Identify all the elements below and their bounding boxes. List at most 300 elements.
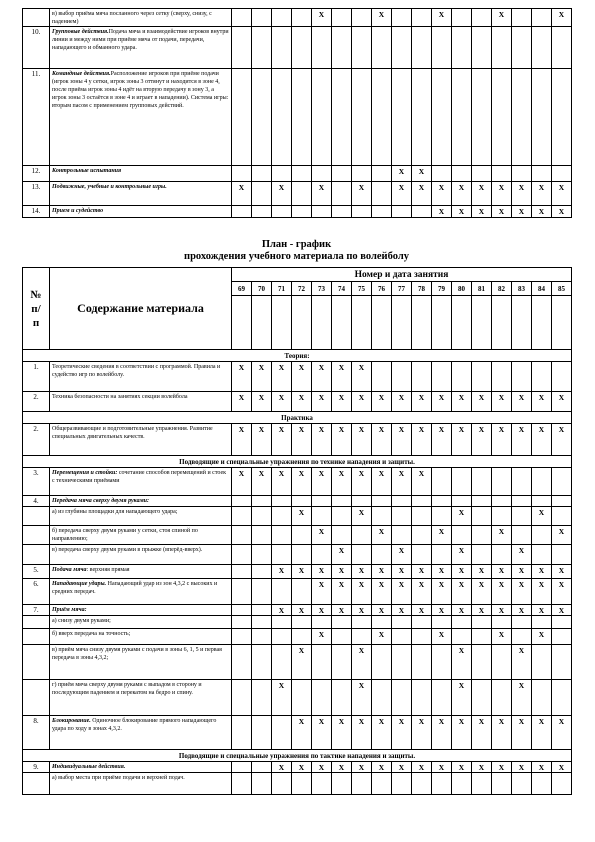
lesson-mark-cell [252,645,272,680]
lesson-mark-cell [292,773,312,795]
lesson-mark-cell: X [332,762,352,773]
lesson-mark-cell [252,605,272,616]
lesson-mark-cell [352,206,372,218]
lesson-mark-cell [252,565,272,579]
lesson-mark-cell: X [332,716,352,750]
lesson-mark-cell: X [392,579,412,605]
lesson-mark-cell: X [452,507,472,526]
lesson-mark-cell: X [412,605,432,616]
lesson-mark-cell: X [492,424,512,456]
lesson-mark-cell [432,166,452,182]
lesson-mark-cell: X [312,182,332,206]
lesson-mark-cell [272,9,292,27]
lesson-mark-cell: X [412,762,432,773]
row-number: 13. [23,182,50,206]
lesson-mark-cell [452,773,472,795]
lesson-date-cell [292,296,312,350]
lesson-number: 73 [312,282,332,296]
lesson-mark-cell [352,69,372,166]
lesson-mark-cell [432,362,452,392]
lesson-mark-cell [372,27,392,69]
column-header-lessons: Номер и дата занятия [232,268,572,282]
lesson-mark-cell: X [432,565,452,579]
table-row [23,526,572,545]
lesson-mark-cell [232,9,252,27]
lesson-date-cell [552,296,572,350]
lesson-mark-cell [552,166,572,182]
lesson-mark-cell: X [452,716,472,750]
lesson-number: 71 [272,282,292,296]
row-number: 4. [23,496,50,507]
lesson-mark-cell [452,166,472,182]
row-description: а) из глубины площадки для нападающего удара; [52,509,178,515]
lesson-mark-cell [232,773,252,795]
lesson-mark-cell [292,9,312,27]
row-number: 11. [23,69,50,166]
table-row [23,206,572,218]
lesson-mark-cell [312,616,332,629]
lesson-mark-cell: X [272,565,292,579]
lesson-mark-cell: X [432,579,452,605]
lesson-mark-cell: X [512,565,532,579]
lesson-mark-cell [532,166,552,182]
lesson-mark-cell: X [432,716,452,750]
row-number [23,526,50,545]
row-number [23,9,50,27]
lesson-mark-cell: X [552,182,572,206]
lesson-mark-cell: X [252,362,272,392]
lesson-mark-cell [512,468,532,496]
lesson-mark-cell [412,496,432,507]
lesson-mark-cell [472,773,492,795]
lesson-number: 84 [532,282,552,296]
lesson-mark-cell: X [512,579,532,605]
lesson-mark-cell [392,206,412,218]
lesson-mark-cell [492,507,512,526]
lesson-mark-cell [472,526,492,545]
lesson-mark-cell [232,206,252,218]
lesson-mark-cell [432,496,452,507]
lesson-mark-cell: X [272,468,292,496]
lesson-mark-cell: X [492,392,512,412]
lesson-mark-cell [272,69,292,166]
top-schedule-table [22,8,572,218]
lesson-mark-cell [292,496,312,507]
lesson-mark-cell: X [452,545,472,565]
lesson-date-cell [512,296,532,350]
lesson-mark-cell [372,362,392,392]
row-heading: Перемещения и стойки: [52,470,118,476]
lesson-mark-cell: X [532,392,552,412]
lesson-mark-cell: X [552,424,572,456]
lesson-mark-cell: X [452,565,472,579]
lesson-mark-cell [352,27,372,69]
row-description: в) приём мяча снизу двумя руками с подачи в зоны 6, 1, 5 и первая передача в зоны 4,3,2; [52,647,222,661]
lesson-mark-cell [412,206,432,218]
lesson-mark-cell [352,629,372,645]
row-description: Расположение игроков при приёме подачи (игрок зоны 4 у сетки, игрок зоны 3 оттянут и находится в зоне 4, после приёма игрок зоны 4 идёт на вторую передачу в зону 3, а игрок зоны 3 остаётся в зоне 4 и играет в нападении). Система игры: вторым пасом с применением групповых действий. [52,71,229,109]
lesson-mark-cell: X [412,565,432,579]
row-content [50,716,232,750]
lesson-mark-cell: X [272,182,292,206]
lesson-number: 83 [512,282,532,296]
lesson-mark-cell [492,27,512,69]
lesson-mark-cell [352,9,372,27]
lesson-mark-cell [532,27,552,69]
lesson-mark-cell: X [372,579,392,605]
lesson-mark-cell [312,545,332,565]
row-heading: Групповые действия. [52,29,109,35]
lesson-mark-cell [392,680,412,716]
lesson-mark-cell [392,526,412,545]
row-description: Теоретические сведения в соответствии с программой. Правила и судейство игр по волейболу. [52,364,221,378]
section-header-row [23,750,572,762]
row-description: б) вверх передача на точность; [52,631,131,637]
lesson-mark-cell: X [352,680,372,716]
lesson-mark-cell [272,645,292,680]
lesson-mark-cell: X [352,579,372,605]
lesson-mark-cell: X [272,424,292,456]
lesson-mark-cell [292,680,312,716]
lesson-mark-cell [492,468,512,496]
row-number: 5. [23,565,50,579]
lesson-mark-cell: X [432,629,452,645]
lesson-date-cell [472,296,492,350]
lesson-mark-cell [392,507,412,526]
lesson-mark-cell: X [472,716,492,750]
lesson-mark-cell [372,645,392,680]
lesson-mark-cell [312,507,332,526]
header-row-1 [23,268,572,282]
lesson-mark-cell [292,182,312,206]
lesson-mark-cell [552,27,572,69]
lesson-mark-cell: X [472,206,492,218]
lesson-mark-cell: X [532,507,552,526]
row-number: 2. [23,392,50,412]
lesson-mark-cell: X [492,716,512,750]
lesson-mark-cell [252,182,272,206]
lesson-mark-cell: X [492,629,512,645]
lesson-mark-cell [252,507,272,526]
lesson-mark-cell: X [512,206,532,218]
lesson-date-cell [432,296,452,350]
lesson-mark-cell: X [292,645,312,680]
lesson-mark-cell [512,616,532,629]
lesson-mark-cell [512,526,532,545]
row-number: 7. [23,605,50,616]
section-title: Подводящие и специальные упражнения по технике нападения и защиты. [23,456,572,468]
lesson-mark-cell [312,69,332,166]
lesson-mark-cell [352,166,372,182]
table-row [23,605,572,616]
row-content [50,27,232,69]
row-number [23,645,50,680]
lesson-mark-cell [292,69,312,166]
lesson-mark-cell: X [372,605,392,616]
lesson-mark-cell: X [552,605,572,616]
lesson-mark-cell: X [272,362,292,392]
row-description: а) выбор места при приёме подачи и верхней подач. [52,775,185,781]
lesson-mark-cell [432,69,452,166]
row-number: 6. [23,579,50,605]
row-content [50,362,232,392]
lesson-mark-cell: X [492,526,512,545]
lesson-mark-cell [332,680,352,716]
lesson-mark-cell: X [432,526,452,545]
lesson-mark-cell [292,545,312,565]
lesson-mark-cell: X [292,468,312,496]
lesson-mark-cell [312,166,332,182]
row-heading: Индивидуальные действия. [52,764,126,770]
lesson-mark-cell: X [552,762,572,773]
lesson-mark-cell: X [552,9,572,27]
lesson-mark-cell [552,680,572,716]
row-content [50,526,232,545]
lesson-mark-cell: X [552,579,572,605]
lesson-mark-cell: X [392,468,412,496]
row-description: Подача мяча и взаимодействие игроков внутри линии и между ними при приёме мяча от подачи, передачи, нападающего и обманного удара. [52,29,229,51]
lesson-mark-cell: X [352,762,372,773]
lesson-mark-cell [492,545,512,565]
row-number: 9. [23,762,50,773]
row-description: в) выбор приёма мяча посланного через сетку (сверху, снизу, с падением) [52,11,212,25]
lesson-mark-cell [472,9,492,27]
lesson-mark-cell: X [452,645,472,680]
lesson-mark-cell: X [392,716,412,750]
lesson-date-cell [412,296,432,350]
lesson-mark-cell: X [312,565,332,579]
top-table-body [23,9,572,218]
lesson-number: 75 [352,282,372,296]
lesson-mark-cell: X [272,605,292,616]
lesson-mark-cell [332,166,352,182]
lesson-mark-cell [292,579,312,605]
row-content [50,605,232,616]
lesson-mark-cell [492,362,512,392]
lesson-mark-cell [232,716,252,750]
lesson-mark-cell: X [312,716,332,750]
lesson-mark-cell [252,716,272,750]
lesson-mark-cell [392,496,412,507]
table-row [23,565,572,579]
lesson-mark-cell: X [292,424,312,456]
lesson-mark-cell [352,545,372,565]
row-description: б) передача сверху двумя руками у сетки, стоя спиной по направлению; [52,528,198,542]
row-content [50,645,232,680]
lesson-number: 69 [232,282,252,296]
lesson-mark-cell: X [252,468,272,496]
lesson-mark-cell: X [352,182,372,206]
row-number: 14. [23,206,50,218]
lesson-mark-cell [332,27,352,69]
lesson-mark-cell [432,507,452,526]
lesson-mark-cell: X [432,9,452,27]
lesson-mark-cell [252,616,272,629]
lesson-mark-cell [332,773,352,795]
lesson-number: 72 [292,282,312,296]
table-row [23,9,572,27]
lesson-mark-cell: X [392,182,412,206]
lesson-mark-cell: X [432,206,452,218]
lesson-mark-cell [392,27,412,69]
lesson-mark-cell: X [312,526,332,545]
row-content [50,616,232,629]
lesson-mark-cell: X [332,362,352,392]
lesson-mark-cell [372,496,392,507]
lesson-mark-cell [252,773,272,795]
lesson-mark-cell: X [492,9,512,27]
lesson-mark-cell [292,629,312,645]
lesson-mark-cell [272,629,292,645]
lesson-mark-cell: X [492,206,512,218]
row-number: 12. [23,166,50,182]
lesson-mark-cell [232,496,252,507]
lesson-mark-cell: X [432,424,452,456]
row-content [50,496,232,507]
row-description: г) приём мяча сверху двумя руками с выпадом в сторону и последующим падением и перекатом на бедро и спину. [52,682,202,696]
lesson-mark-cell [532,468,552,496]
lesson-mark-cell: X [312,629,332,645]
row-content [50,680,232,716]
lesson-mark-cell [472,362,492,392]
lesson-mark-cell [272,716,292,750]
lesson-mark-cell [492,773,512,795]
table-row [23,629,572,645]
lesson-mark-cell: X [472,424,492,456]
lesson-mark-cell [532,545,552,565]
lesson-mark-cell: X [452,182,472,206]
lesson-mark-cell: X [352,424,372,456]
lesson-mark-cell: X [412,166,432,182]
row-heading: Подвижные, учебные и контрольные игры. [52,184,167,190]
row-number [23,773,50,795]
section-header-row [23,412,572,424]
lesson-mark-cell [292,526,312,545]
lesson-mark-cell [252,27,272,69]
lesson-mark-cell [252,629,272,645]
section-header-row [23,456,572,468]
lesson-mark-cell: X [532,206,552,218]
lesson-mark-cell [332,629,352,645]
lesson-mark-cell [432,468,452,496]
lesson-date-cell [332,296,352,350]
lesson-mark-cell [552,496,572,507]
lesson-mark-cell [312,27,332,69]
lesson-mark-cell: X [332,605,352,616]
lesson-mark-cell: X [512,545,532,565]
section-header-row [23,350,572,362]
row-number: 8. [23,716,50,750]
row-content [50,9,232,27]
lesson-mark-cell [552,616,572,629]
lesson-mark-cell: X [532,579,552,605]
lesson-mark-cell: X [252,424,272,456]
lesson-mark-cell: X [492,182,512,206]
lesson-mark-cell [532,773,552,795]
lesson-mark-cell: X [452,605,472,616]
lesson-mark-cell [372,206,392,218]
lesson-mark-cell: X [272,762,292,773]
row-description: : верхняя прямая [86,567,130,573]
row-content [50,773,232,795]
main-schedule-table [22,267,572,795]
column-header-number: № п/ п [23,268,50,350]
table-row [23,182,572,206]
lesson-mark-cell: X [312,424,332,456]
lesson-mark-cell [532,680,552,716]
row-description: сочетание способов перемещений и стоек с техническими приёмами [52,470,227,484]
lesson-mark-cell: X [412,579,432,605]
lesson-mark-cell [552,645,572,680]
lesson-mark-cell [392,773,412,795]
lesson-mark-cell: X [552,206,572,218]
lesson-mark-cell: X [312,362,332,392]
lesson-mark-cell [472,166,492,182]
lesson-mark-cell [452,468,472,496]
lesson-mark-cell [252,69,272,166]
lesson-mark-cell: X [312,9,332,27]
lesson-mark-cell [432,680,452,716]
lesson-mark-cell: X [532,762,552,773]
lesson-mark-cell: X [492,565,512,579]
lesson-mark-cell: X [452,762,472,773]
row-content [50,424,232,456]
lesson-mark-cell [252,526,272,545]
lesson-mark-cell: X [312,579,332,605]
lesson-mark-cell: X [452,579,472,605]
lesson-mark-cell [352,616,372,629]
lesson-mark-cell: X [272,680,292,716]
lesson-mark-cell: X [512,716,532,750]
lesson-mark-cell [552,69,572,166]
lesson-mark-cell: X [372,392,392,412]
lesson-date-cell [272,296,292,350]
row-content [50,762,232,773]
lesson-mark-cell: X [352,392,372,412]
lesson-mark-cell [432,545,452,565]
lesson-mark-cell [292,166,312,182]
lesson-mark-cell [232,545,252,565]
lesson-mark-cell [432,773,452,795]
lesson-mark-cell [412,69,432,166]
lesson-mark-cell [332,616,352,629]
lesson-mark-cell: X [392,762,412,773]
lesson-mark-cell [232,579,252,605]
lesson-date-cell [392,296,412,350]
section-title: Подводящие и специальные упражнения по тактике нападения и защиты. [23,750,572,762]
lesson-mark-cell [272,496,292,507]
row-description: Одиночное блокирование прямого нападающего удара по ходу в зонах 4,3,2. [52,718,217,732]
table-row [23,762,572,773]
lesson-mark-cell [372,773,392,795]
lesson-mark-cell [392,362,412,392]
lesson-number: 80 [452,282,472,296]
lesson-mark-cell [332,645,352,680]
lesson-mark-cell [292,616,312,629]
lesson-mark-cell [372,166,392,182]
lesson-date-cell [352,296,372,350]
lesson-mark-cell: X [452,206,472,218]
section-title: Теория: [23,350,572,362]
lesson-mark-cell [252,545,272,565]
lesson-mark-cell [272,27,292,69]
row-number [23,629,50,645]
lesson-mark-cell [292,206,312,218]
lesson-mark-cell [492,166,512,182]
lesson-mark-cell [492,645,512,680]
lesson-mark-cell: X [332,545,352,565]
table-row [23,645,572,680]
